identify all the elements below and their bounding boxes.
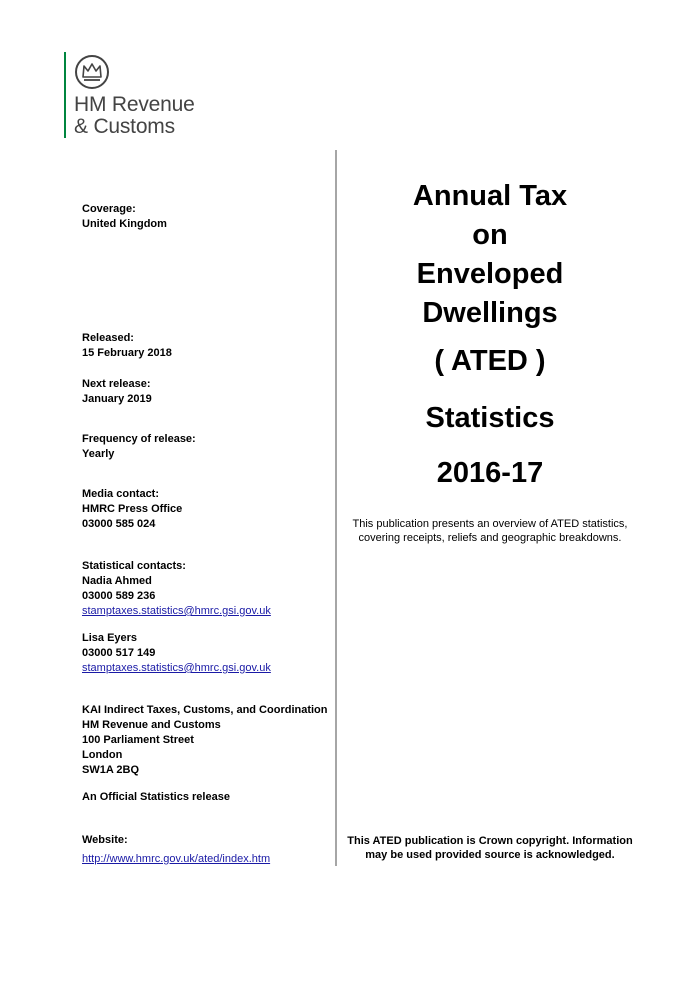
media-contact-name: HMRC Press Office (82, 503, 183, 515)
statistical-contacts-label: Statistical contacts: (82, 560, 186, 572)
released-block (82, 331, 172, 361)
media-contact-phone: 03000 585 024 (82, 518, 156, 530)
title-year: 2016-17 (436, 457, 544, 489)
copyright-line: may be used provided source is acknowledged. (365, 849, 615, 861)
frequency-label: Frequency of release: (82, 433, 196, 445)
brand-line-1: HM Revenue (74, 93, 195, 116)
coverage-value: United Kingdom (82, 218, 167, 230)
coverage-label: Coverage: (82, 203, 136, 215)
address-block (82, 703, 328, 778)
media-contact-block (82, 487, 182, 532)
logo-bar (64, 52, 66, 138)
contact-2-block (82, 631, 271, 676)
copyright-line: This ATED publication is Crown copyright. Information (347, 835, 633, 847)
description-line: covering receipts, reliefs and geographic breakdowns. (358, 532, 622, 544)
frequency-block (82, 432, 196, 462)
column-divider (335, 150, 337, 866)
brand-line-2: & Customs (74, 115, 175, 138)
description-line: This publication presents an overview of ATED statistics, (352, 518, 628, 530)
official-statistics-note: An Official Statistics release (82, 791, 230, 803)
contact-1-phone: 03000 589 236 (82, 590, 156, 602)
address-line: London (82, 749, 123, 761)
address-line: KAI Indirect Taxes, Customs, and Coordination (82, 704, 328, 716)
coverage-block (82, 202, 167, 232)
released-value: 15 February 2018 (82, 347, 172, 359)
next-release-label: Next release: (82, 378, 151, 390)
address-line: 100 Parliament Street (82, 734, 194, 746)
website-link[interactable]: http://www.hmrc.gov.uk/ated/index.htm (82, 853, 271, 865)
media-contact-label: Media contact: (82, 488, 160, 500)
released-label: Released: (82, 332, 134, 344)
contact-2-phone: 03000 517 149 (82, 647, 156, 659)
statistical-contacts-block (82, 559, 271, 619)
contact-2-name: Lisa Eyers (82, 632, 138, 644)
publication-description (340, 517, 640, 545)
crown-crest-icon (74, 54, 110, 90)
contact-1-name: Nadia Ahmed (82, 575, 152, 587)
address-line: HM Revenue and Customs (82, 719, 221, 731)
next-release-value: January 2019 (82, 393, 152, 405)
title-statistics: Statistics (425, 402, 555, 434)
contact-1-email-link[interactable]: stamptaxes.statistics@hmrc.gsi.gov.uk (82, 605, 271, 617)
copyright-notice (340, 834, 640, 862)
contact-2-email-link[interactable]: stamptaxes.statistics@hmrc.gsi.gov.uk (82, 662, 271, 674)
title-line-4: Dwellings (422, 297, 558, 329)
address-line: SW1A 2BQ (82, 764, 140, 776)
title-line-1: Annual Tax (412, 180, 568, 212)
next-release-block (82, 377, 152, 407)
title-acronym: ( ATED ) (434, 345, 546, 377)
title-line-3: Enveloped (416, 258, 564, 290)
frequency-value: Yearly (82, 448, 115, 460)
website-label: Website: (82, 834, 128, 846)
title-line-2: on (472, 219, 508, 251)
website-link-wrapper (82, 852, 270, 867)
